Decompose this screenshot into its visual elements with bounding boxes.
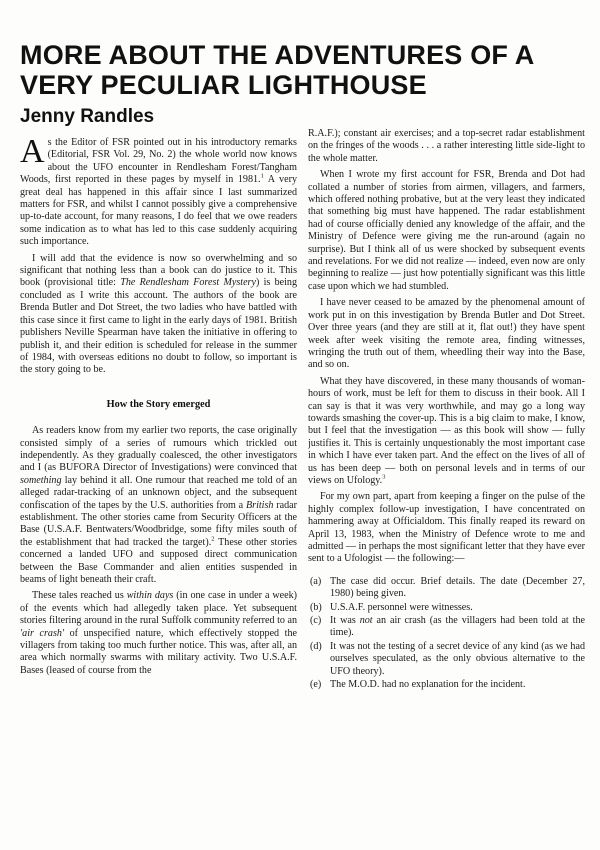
footnote-marker: 2	[211, 535, 215, 543]
footnote-marker: 3	[382, 473, 386, 481]
list-text: an air crash (as the villagers had been told at the time).	[330, 615, 585, 639]
paragraph-text: lay behind it all. One rumour that reached me told of an alleged radar-tracking of an unknown object, and the subsequent confiscation of the tapes by the U.S. authorities from a	[20, 474, 297, 511]
paragraph-text: These other stories concerned a landed UFO and supposed direct communication between the Base Commander and alien entities suspended in beams of light beneath their craft.	[20, 536, 297, 585]
paragraph-text: s the Editor of FSR pointed out in his introductory remarks (Editorial, FSR Vol. 29, No. 2) the whole world now knows about the UFO encounter in Rendlesham Forest/Tangham Woods, first reported in these pages by myself in 1981.	[20, 137, 297, 186]
section-heading: How the Story emerged	[106, 398, 211, 410]
list-item	[308, 641, 585, 678]
paragraph	[20, 425, 297, 586]
mod-admissions-list	[308, 576, 585, 692]
left-column	[20, 137, 297, 837]
emphasis: 'air crash'	[20, 627, 65, 639]
list-item	[308, 576, 585, 601]
right-column	[308, 128, 585, 828]
emphasis: British	[245, 499, 274, 511]
list-label: (c)	[310, 615, 322, 627]
list-label: (d)	[310, 640, 322, 652]
drop-cap: A	[20, 137, 45, 170]
list-item	[308, 679, 585, 691]
list-text: It was not the testing of a secret device of any kind (as we had ourselves speculated, as the only obvious alternative to the UFO theory).	[330, 640, 585, 677]
article-title: MORE ABOUT THE ADVENTURES OF A VERY PECULIAR LIGHTHOUSE	[20, 40, 534, 100]
book-title: The Rendlesham Forest Mystery	[120, 277, 256, 289]
paragraph: When I wrote my first account for FSR, Brenda and Dot had collated a number of stories from airmen, villagers, and farmers, which offered nothing probative, but at the very least they indicated that something big must have happened. The radar establishment had of course officially denied any knowledge of the affair, and the Ministry of Defence were giving me the run-around (again no surprise). But I think all of us were shocked by subsequent events and revelations. For we did not realize — indeed, even now are only beginning to realize — just how potentially significant was this little case upon which we had stumbled.	[308, 169, 585, 292]
paragraph-text: of unspecified nature, which effectively stopped the villagers from taking too much further notice. This was, after all, an area which normally swarms with military activity. Two U.S.A.F. Bases (leased of course from the	[20, 627, 297, 676]
list-item	[308, 615, 585, 640]
paragraph	[20, 590, 297, 677]
paragraph	[308, 376, 585, 488]
list-label: (b)	[310, 601, 322, 613]
paragraph-text: radar establishment. The other stories came from Security Officers at the Base (U.S.A.F. Bentwaters/Woodbridge, some fifty miles south of the establishment that had tracked the target).	[20, 499, 297, 548]
paragraph	[20, 253, 297, 377]
footnote-marker: 1	[260, 172, 264, 180]
paragraph-text: A very great deal has happened in this affair since I last summarized matters for FSR, and whilst I cannot possibly give a comprehensive up-to-date account, for many reasons, I do feel that we owe readers some indication as to what has led to this case suddenly acquiring such importance.	[20, 174, 297, 248]
article-author: Jenny Randles	[20, 106, 155, 127]
paragraph-text: These tales reached us	[32, 590, 127, 602]
paragraph: I have never ceased to be amazed by the phenomenal amount of work put in on this investigation by Brenda Butler and Dot Street. Over three years (and they are still at it, flat out!) they have spent week after week visiting the remote area, finding witnesses, wringing the truth out of them, wheedling their way into the Base, and so on.	[308, 297, 585, 371]
paragraph: For my own part, apart from keeping a finger on the pulse of the highly complex follow-up investigation, I have concentrated on hammering away at Officialdom. This finally reaped its reward on April 13, 1983, when the Ministry of Defence wrote to me and admitted — in perhaps the most significant letter that they have ever sent to a Ufologist — the following:—	[308, 491, 585, 565]
paragraph: R.A.F.); constant air exercises; and a top-secret radar establishment on the fringes of the woods . . . a rather interesting little side-light to the whole matter.	[308, 128, 585, 164]
emphasis: within days	[126, 590, 174, 602]
paragraph-text: What they have discovered, in these many thousands of woman-hours of work, must be left for them to discuss in their book. All I can say is that it was very worthwhile, and may go a long way towards smashing the cover-up. This is a big claim to make, I know, but I feel that the investigation — as this book will show — fully justifies it. This is certainly unquestionably the most important case in which I have ever taken part. And the effect on the lives of all of us has been deep — both on personal levels and in terms of our views on Ufology.	[308, 375, 585, 486]
paragraph	[20, 137, 297, 249]
list-label: (a)	[310, 575, 322, 587]
paragraph-text: (in one case in under a week) of the events which had allegedly taken place. Yet subsequent stories filtering around in the rural Suffolk community referred to an	[20, 590, 297, 627]
list-text: The case did occur. Brief details. The date (December 27, 1980) being given.	[330, 575, 585, 600]
paragraph-text: As readers know from my earlier two reports, the case originally consisted simply of a series of rumours which trickled out independently. As they gradually coalesced, the other investigators and I (as BUFORA Director of Investigations) were convinced that	[20, 425, 297, 474]
emphasis: something	[20, 474, 62, 486]
paragraph-text: I will add that the evidence is now so overwhelming and so significant that nothing less than a book can do justice to it. This book (provisional title:	[20, 252, 297, 289]
list-text: It was	[330, 615, 360, 627]
paragraph-text: ) is being concluded as I write this account. The authors of the book are Brenda Butler and Dot Street, the two ladies who have battled with this case since it first came to light in the early days of 1981. British publishers Neville Spearman have taken the initiative in offering to publish it, and their edition is scheduled for release in the summer of 1984, with overseas editions no doubt to follow, so important is the story going to be.	[20, 277, 297, 376]
list-text: U.S.A.F. personnel were witnesses.	[330, 601, 473, 613]
list-text: The M.O.D. had no explanation for the incident.	[330, 679, 526, 691]
emphasis: not	[359, 615, 373, 627]
list-label: (e)	[310, 679, 322, 691]
list-item	[308, 602, 585, 614]
